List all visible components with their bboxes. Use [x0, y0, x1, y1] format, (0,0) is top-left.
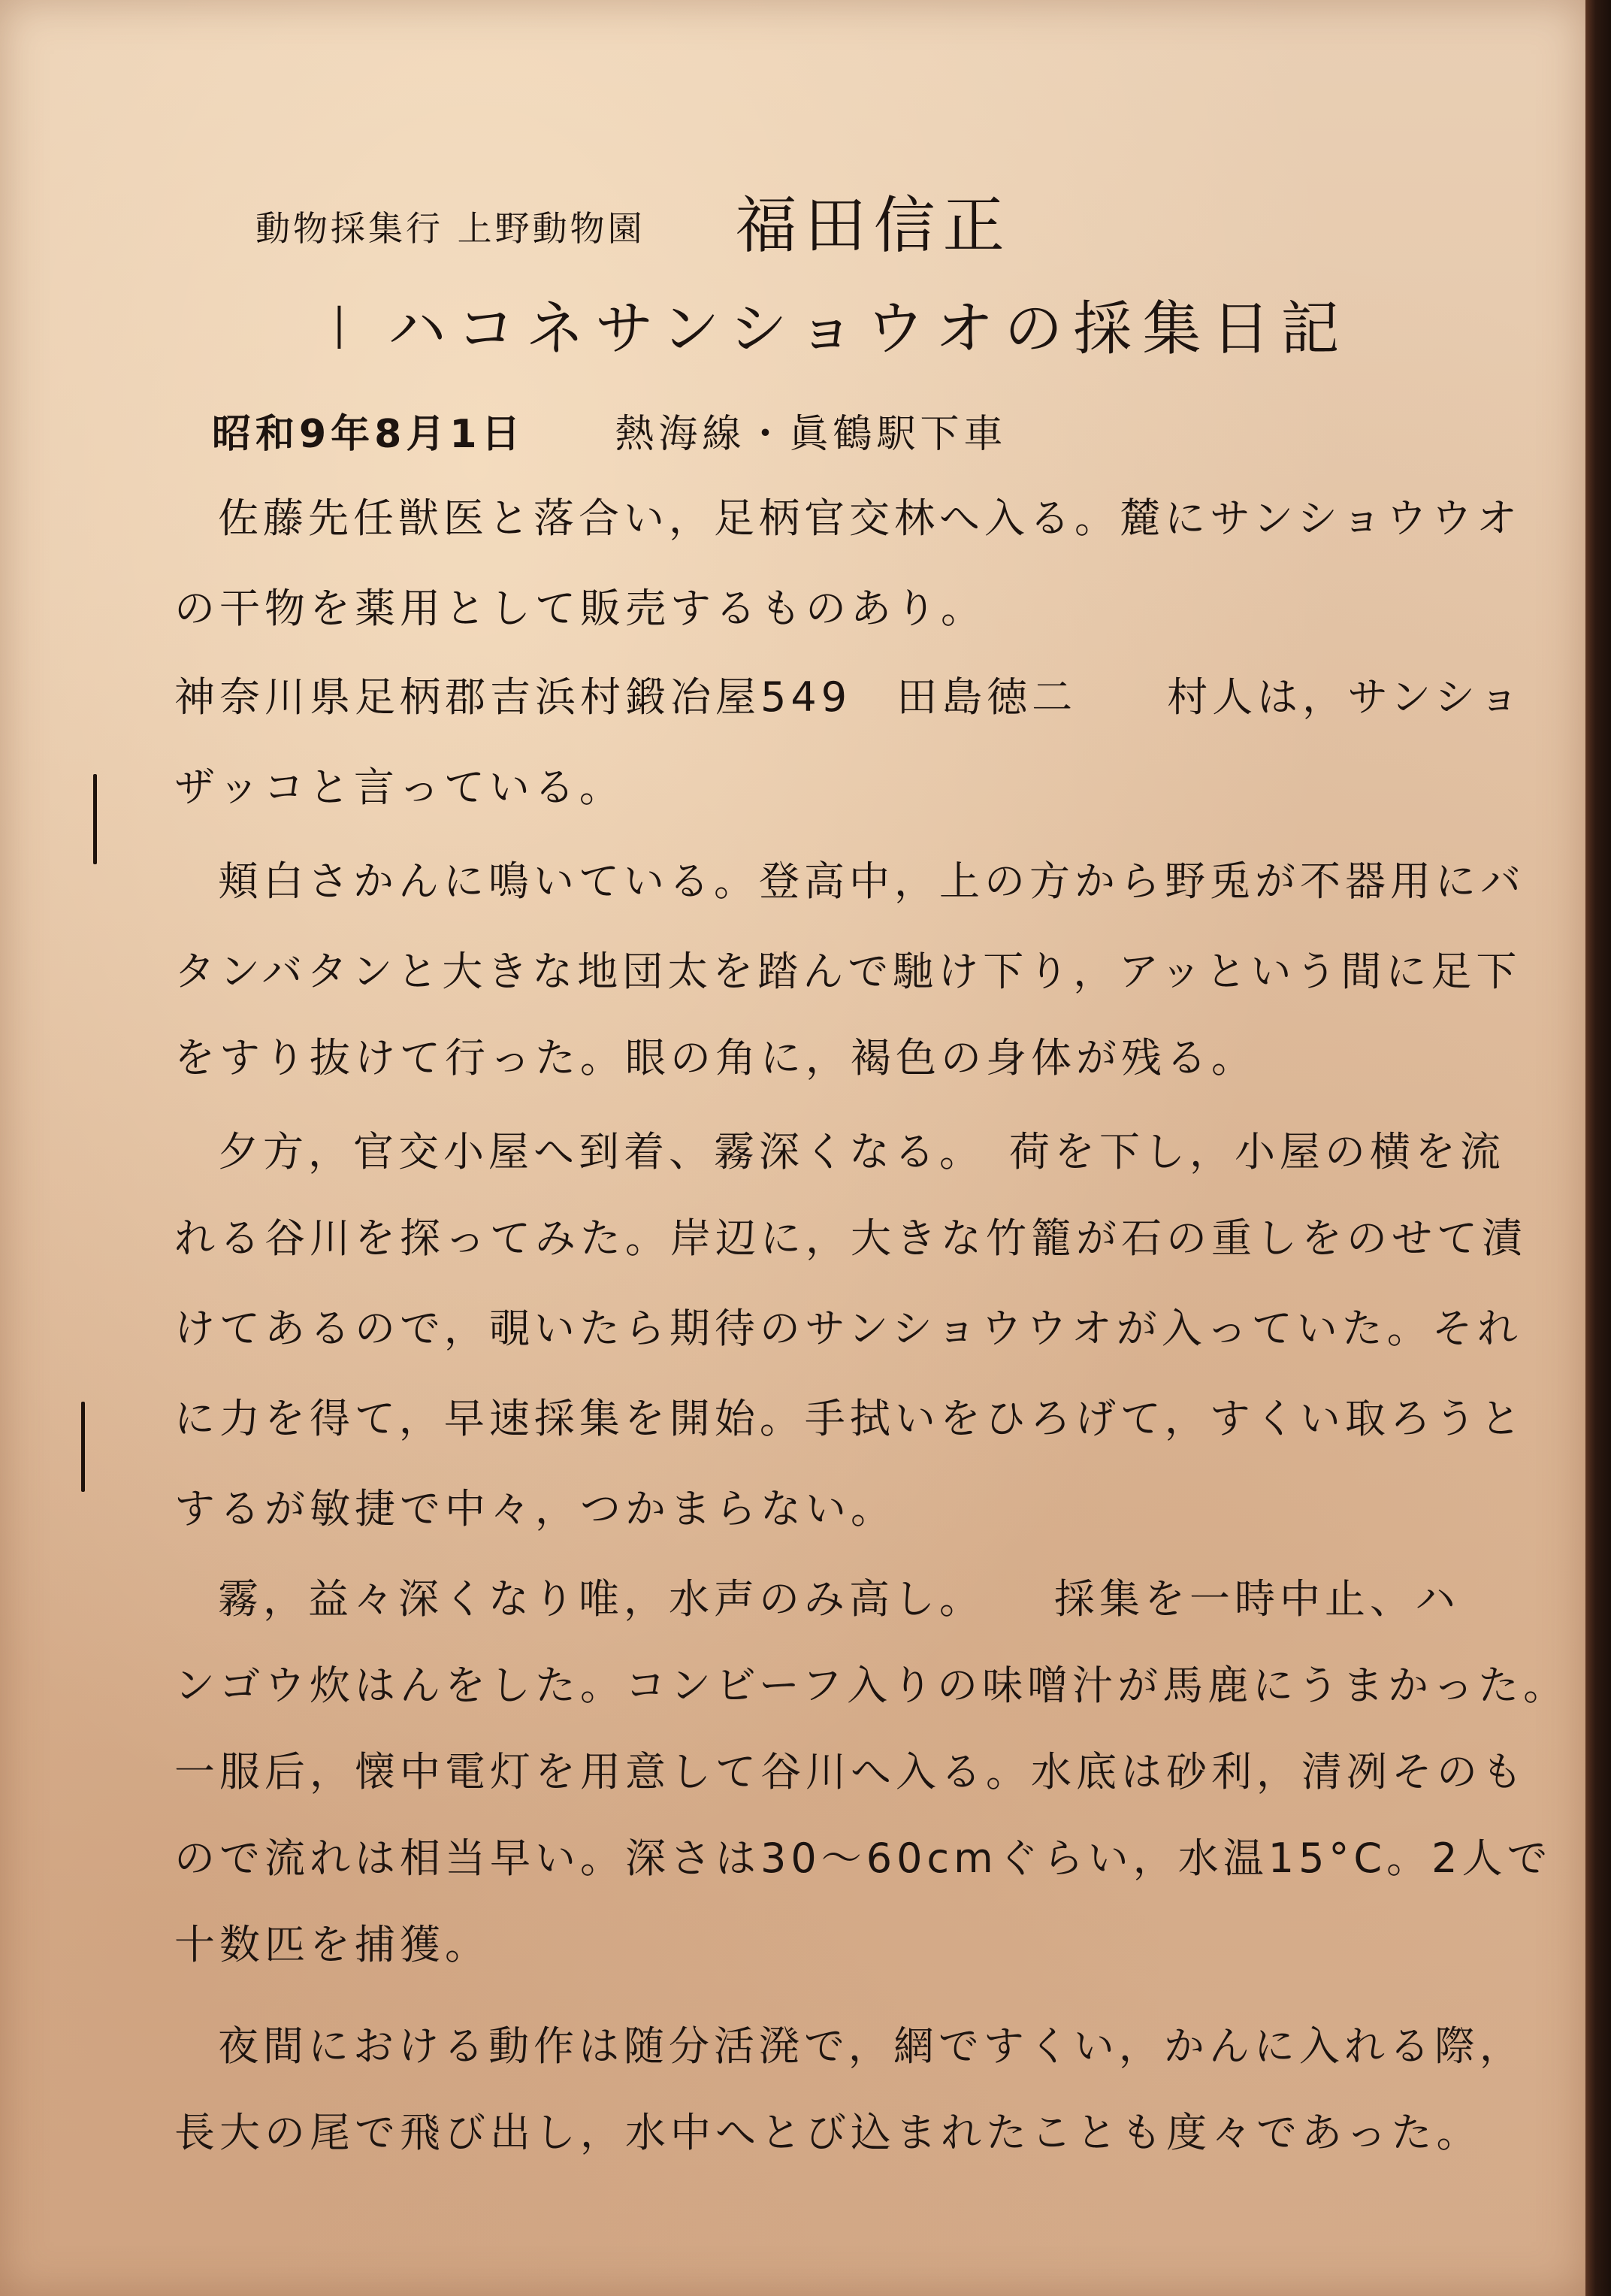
body-line: けてあるので，覗いたら期待のサンショウウオが入っていた。それ: [174, 1305, 1522, 1352]
body-line: ザッコと言っている。: [174, 764, 624, 811]
entry-date: 昭和9年8月1日: [212, 412, 525, 457]
staple-mark: [81, 1402, 85, 1492]
entry-date-line: [212, 402, 1008, 458]
body-line: ンゴウ炊はんをした。コンビーフ入りの味噌汁が馬鹿にうまかった。: [174, 1662, 1569, 1709]
document-header: [255, 177, 1012, 265]
body-line: の干物を薬用として販売するものあり。: [174, 585, 986, 632]
body-line: れる谷川を探ってみた。岸辺に，大きな竹籠が石の重しをのせて漬: [174, 1215, 1527, 1262]
body-line: 一服后，懐中電灯を用意して谷川へ入る。水底は砂利，清冽そのも: [174, 1748, 1527, 1795]
staple-mark: [93, 774, 97, 864]
body-line: をすり抜けて行った。眼の角に，褐色の身体が残る。: [174, 1034, 1256, 1081]
entry-place: 熱海線・眞鶴駅下車: [615, 412, 1008, 457]
body-line: タンバタンと大きな地団太を踏んで馳け下り，アッという間に足下: [174, 948, 1522, 995]
body-line: 夕方，官交小屋へ到着、霧深くなる。 荷を下し，小屋の横を流: [218, 1128, 1505, 1175]
header-affiliation: 動物採集行 上野動物園: [255, 208, 645, 249]
body-line: するが敏捷で中々，つかまらない。: [174, 1485, 896, 1532]
body-line: 霧，益々深くなり唯，水声のみ高し。 採集を一時中止、ハ: [218, 1575, 1460, 1623]
body-line: 頬白さかんに鳴いている。登高中，上の方から野兎が不器用にバ: [218, 858, 1525, 905]
body-line: ので流れは相当早い。深さは30～60cmぐらい，水温15°C。2人で: [174, 1835, 1552, 1882]
body-line: に力を得て，早速採集を開始。手拭いをひろげて，すくい取ろうと: [174, 1395, 1525, 1442]
body-line: 神奈川県足柄郡吉浜村鍛冶屋549 田島徳二 村人は，サンショ: [174, 673, 1524, 721]
document-title: Ⅰ ハコネサンショウオの採集日記: [331, 295, 1350, 363]
author-name: 福田信正: [735, 190, 1012, 262]
body-line: 佐藤先任獣医と落合い，足柄官交林へ入る。麓にサンショウウオ: [218, 495, 1522, 542]
body-line: 夜間における動作は随分活溌で，網ですくい，かんに入れる際，: [218, 2022, 1525, 2070]
body-line: 長大の尾で飛び出し，水中へとび込まれたことも度々であった。: [174, 2109, 1482, 2156]
page-edge-shadow: [1585, 0, 1611, 2296]
body-line: 十数匹を捕獲。: [174, 1921, 490, 1968]
